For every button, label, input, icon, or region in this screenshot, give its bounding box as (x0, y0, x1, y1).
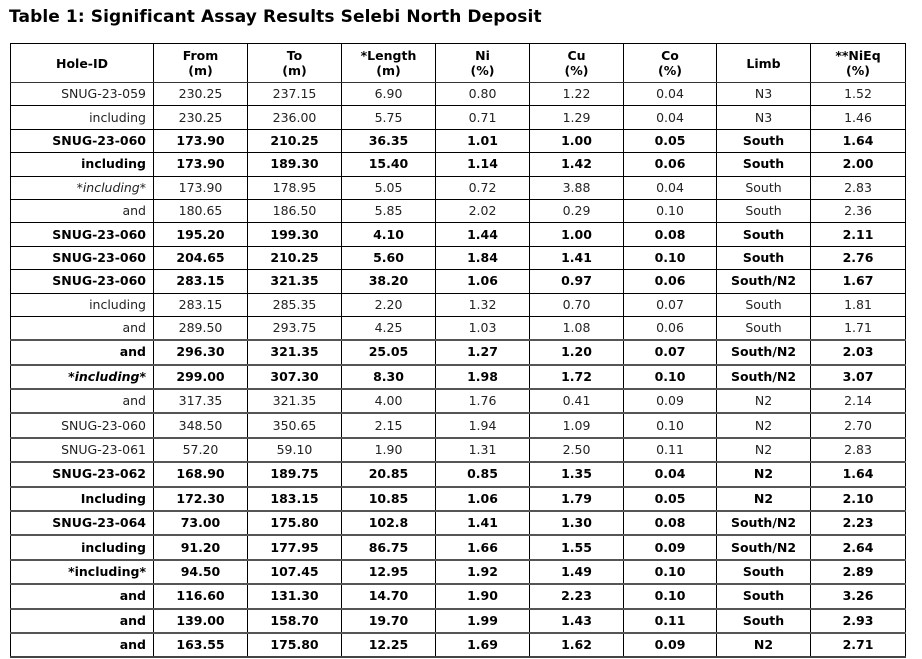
cell-hole-id: including (11, 106, 154, 129)
cell-co: 0.06 (624, 153, 717, 176)
cell-cu: 1.22 (530, 83, 624, 106)
cell-ni: 1.66 (436, 535, 530, 559)
cell-to: 189.75 (248, 462, 342, 486)
cell-ni: 1.32 (436, 293, 530, 316)
header-cu (530, 44, 624, 83)
cell-length: 20.85 (342, 462, 436, 486)
cell-co: 0.07 (624, 293, 717, 316)
cell-limb: South/N2 (717, 535, 811, 559)
cell-cu: 1.00 (530, 223, 624, 246)
table-row (11, 365, 906, 389)
cell-co: 0.10 (624, 199, 717, 222)
cell-nieq: 1.64 (811, 129, 906, 152)
cell-ni: 1.14 (436, 153, 530, 176)
cell-from: 296.30 (154, 340, 248, 364)
cell-cu: 1.72 (530, 365, 624, 389)
table-row (11, 176, 906, 199)
table-body (11, 83, 906, 658)
table-row (11, 246, 906, 269)
cell-limb: South/N2 (717, 365, 811, 389)
cell-length: 5.85 (342, 199, 436, 222)
header-row (11, 44, 906, 83)
cell-length: 4.25 (342, 316, 436, 340)
cell-hole-id: *including* (11, 365, 154, 389)
table-header (11, 44, 906, 83)
cell-nieq: 1.64 (811, 462, 906, 486)
cell-from: 230.25 (154, 106, 248, 129)
cell-ni: 1.06 (436, 487, 530, 511)
cell-limb: N2 (717, 389, 811, 413)
cell-length: 5.60 (342, 246, 436, 269)
cell-nieq: 2.03 (811, 340, 906, 364)
cell-limb: South (717, 584, 811, 608)
cell-ni: 0.85 (436, 462, 530, 486)
cell-limb: South (717, 560, 811, 584)
cell-limb: South (717, 199, 811, 222)
cell-limb: South/N2 (717, 340, 811, 364)
cell-nieq: 2.00 (811, 153, 906, 176)
cell-nieq: 2.23 (811, 511, 906, 535)
table-row (11, 438, 906, 462)
header-label: Hole-ID (55, 55, 109, 71)
cell-nieq: 2.71 (811, 633, 906, 657)
cell-ni: 1.99 (436, 609, 530, 633)
cell-from: 116.60 (154, 584, 248, 608)
cell-ni: 2.02 (436, 199, 530, 222)
cell-cu: 1.43 (530, 609, 624, 633)
header-label: From (182, 48, 219, 63)
table-row (11, 293, 906, 316)
cell-cu: 1.35 (530, 462, 624, 486)
cell-length: 15.40 (342, 153, 436, 176)
cell-ni: 0.80 (436, 83, 530, 106)
cell-to: 178.95 (248, 176, 342, 199)
cell-hole-id: including (11, 153, 154, 176)
cell-co: 0.04 (624, 462, 717, 486)
assay-results-table (10, 43, 906, 658)
cell-nieq: 2.64 (811, 535, 906, 559)
cell-ni: 1.92 (436, 560, 530, 584)
cell-ni: 1.27 (436, 340, 530, 364)
cell-hole-id: SNUG-23-061 (11, 438, 154, 462)
header-length (342, 44, 436, 83)
cell-from: 180.65 (154, 199, 248, 222)
cell-hole-id: SNUG-23-060 (11, 270, 154, 293)
cell-co: 0.10 (624, 365, 717, 389)
cell-ni: 1.31 (436, 438, 530, 462)
cell-from: 57.20 (154, 438, 248, 462)
cell-limb: South (717, 316, 811, 340)
header-label: Cu (567, 48, 586, 63)
cell-hole-id: and (11, 633, 154, 657)
cell-limb: South (717, 153, 811, 176)
table-row (11, 511, 906, 535)
cell-ni: 1.44 (436, 223, 530, 246)
table-row (11, 270, 906, 293)
cell-from: 172.30 (154, 487, 248, 511)
cell-limb: N2 (717, 438, 811, 462)
cell-ni: 1.01 (436, 129, 530, 152)
cell-nieq: 2.10 (811, 487, 906, 511)
cell-nieq: 1.71 (811, 316, 906, 340)
table-row (11, 609, 906, 633)
cell-co: 0.07 (624, 340, 717, 364)
cell-cu: 1.62 (530, 633, 624, 657)
cell-to: 237.15 (248, 83, 342, 106)
cell-to: 199.30 (248, 223, 342, 246)
cell-nieq: 2.83 (811, 176, 906, 199)
cell-co: 0.09 (624, 535, 717, 559)
cell-nieq: 1.46 (811, 106, 906, 129)
cell-co: 0.05 (624, 129, 717, 152)
cell-hole-id: SNUG-23-062 (11, 462, 154, 486)
cell-from: 348.50 (154, 413, 248, 437)
cell-to: 321.35 (248, 270, 342, 293)
cell-nieq: 1.81 (811, 293, 906, 316)
cell-co: 0.11 (624, 609, 717, 633)
table-title: Table 1: Significant Assay Results Selebi North Deposit (9, 7, 542, 27)
header-label: To (286, 48, 303, 63)
cell-nieq: 2.14 (811, 389, 906, 413)
cell-limb: South/N2 (717, 511, 811, 535)
header-ni (436, 44, 530, 83)
table-row (11, 83, 906, 106)
table-row (11, 584, 906, 608)
cell-cu: 1.30 (530, 511, 624, 535)
cell-ni: 1.69 (436, 633, 530, 657)
table-row (11, 106, 906, 129)
cell-from: 163.55 (154, 633, 248, 657)
cell-to: 107.45 (248, 560, 342, 584)
header-label: **NiEq (835, 48, 881, 63)
cell-hole-id: and (11, 389, 154, 413)
cell-to: 321.35 (248, 389, 342, 413)
cell-length: 36.35 (342, 129, 436, 152)
cell-to: 59.10 (248, 438, 342, 462)
cell-from: 289.50 (154, 316, 248, 340)
cell-to: 236.00 (248, 106, 342, 129)
cell-to: 131.30 (248, 584, 342, 608)
cell-nieq: 2.70 (811, 413, 906, 437)
header-hole-id (11, 44, 154, 83)
cell-from: 168.90 (154, 462, 248, 486)
cell-cu: 1.20 (530, 340, 624, 364)
cell-ni: 0.72 (436, 176, 530, 199)
cell-limb: South (717, 246, 811, 269)
table-row (11, 223, 906, 246)
cell-hole-id: and (11, 316, 154, 340)
table-row (11, 535, 906, 559)
header-label: Ni (475, 48, 490, 63)
cell-length: 4.00 (342, 389, 436, 413)
cell-hole-id: and (11, 609, 154, 633)
cell-hole-id: SNUG-23-064 (11, 511, 154, 535)
cell-co: 0.10 (624, 246, 717, 269)
cell-length: 2.20 (342, 293, 436, 316)
cell-length: 5.05 (342, 176, 436, 199)
cell-cu: 1.00 (530, 129, 624, 152)
cell-length: 4.10 (342, 223, 436, 246)
cell-hole-id: including (11, 535, 154, 559)
cell-hole-id: SNUG-23-059 (11, 83, 154, 106)
cell-hole-id: SNUG-23-060 (11, 413, 154, 437)
cell-limb: N2 (717, 462, 811, 486)
cell-co: 0.10 (624, 584, 717, 608)
cell-hole-id: SNUG-23-060 (11, 129, 154, 152)
cell-cu: 2.23 (530, 584, 624, 608)
cell-ni: 1.84 (436, 246, 530, 269)
cell-from: 173.90 (154, 176, 248, 199)
cell-from: 230.25 (154, 83, 248, 106)
cell-ni: 1.06 (436, 270, 530, 293)
cell-cu: 1.29 (530, 106, 624, 129)
cell-to: 285.35 (248, 293, 342, 316)
cell-limb: South/N2 (717, 270, 811, 293)
cell-length: 6.90 (342, 83, 436, 106)
cell-from: 283.15 (154, 293, 248, 316)
cell-cu: 1.42 (530, 153, 624, 176)
cell-cu: 2.50 (530, 438, 624, 462)
cell-from: 283.15 (154, 270, 248, 293)
cell-limb: South (717, 176, 811, 199)
cell-nieq: 2.89 (811, 560, 906, 584)
cell-co: 0.05 (624, 487, 717, 511)
cell-to: 186.50 (248, 199, 342, 222)
cell-ni: 1.94 (436, 413, 530, 437)
cell-to: 158.70 (248, 609, 342, 633)
cell-co: 0.10 (624, 560, 717, 584)
cell-co: 0.04 (624, 176, 717, 199)
cell-co: 0.11 (624, 438, 717, 462)
cell-limb: N2 (717, 633, 811, 657)
cell-length: 12.95 (342, 560, 436, 584)
header-unit: (%) (470, 63, 495, 78)
cell-hole-id: SNUG-23-060 (11, 246, 154, 269)
header-co (624, 44, 717, 83)
cell-ni: 1.41 (436, 511, 530, 535)
cell-cu: 0.41 (530, 389, 624, 413)
cell-cu: 1.08 (530, 316, 624, 340)
header-label: Co (661, 48, 679, 63)
cell-cu: 3.88 (530, 176, 624, 199)
cell-from: 94.50 (154, 560, 248, 584)
cell-nieq: 3.07 (811, 365, 906, 389)
cell-from: 139.00 (154, 609, 248, 633)
cell-cu: 0.29 (530, 199, 624, 222)
cell-from: 173.90 (154, 153, 248, 176)
cell-from: 204.65 (154, 246, 248, 269)
cell-nieq: 2.76 (811, 246, 906, 269)
cell-length: 2.15 (342, 413, 436, 437)
cell-from: 91.20 (154, 535, 248, 559)
cell-co: 0.08 (624, 511, 717, 535)
cell-nieq: 1.67 (811, 270, 906, 293)
cell-from: 317.35 (154, 389, 248, 413)
cell-hole-id: *including* (11, 176, 154, 199)
cell-length: 25.05 (342, 340, 436, 364)
cell-to: 183.15 (248, 487, 342, 511)
cell-limb: N2 (717, 487, 811, 511)
cell-cu: 1.79 (530, 487, 624, 511)
cell-length: 19.70 (342, 609, 436, 633)
cell-length: 8.30 (342, 365, 436, 389)
table-row (11, 462, 906, 486)
cell-co: 0.09 (624, 633, 717, 657)
header-unit: (%) (846, 63, 870, 78)
cell-cu: 1.09 (530, 413, 624, 437)
table-row (11, 316, 906, 340)
cell-ni: 1.98 (436, 365, 530, 389)
cell-length: 5.75 (342, 106, 436, 129)
cell-ni: 1.76 (436, 389, 530, 413)
cell-to: 189.30 (248, 153, 342, 176)
cell-nieq: 2.93 (811, 609, 906, 633)
cell-ni: 1.03 (436, 316, 530, 340)
cell-from: 195.20 (154, 223, 248, 246)
cell-cu: 0.97 (530, 270, 624, 293)
table-row (11, 153, 906, 176)
cell-limb: N3 (717, 83, 811, 106)
cell-cu: 1.49 (530, 560, 624, 584)
cell-ni: 0.71 (436, 106, 530, 129)
cell-co: 0.10 (624, 413, 717, 437)
cell-length: 38.20 (342, 270, 436, 293)
header-from (154, 44, 248, 83)
cell-cu: 1.41 (530, 246, 624, 269)
cell-nieq: 1.52 (811, 83, 906, 106)
table-row (11, 560, 906, 584)
table-row (11, 340, 906, 364)
cell-limb: N3 (717, 106, 811, 129)
cell-limb: South (717, 129, 811, 152)
cell-from: 173.90 (154, 129, 248, 152)
cell-length: 14.70 (342, 584, 436, 608)
cell-limb: South (717, 609, 811, 633)
header-unit: (%) (658, 63, 682, 78)
cell-ni: 1.90 (436, 584, 530, 608)
table-row (11, 633, 906, 657)
cell-length: 1.90 (342, 438, 436, 462)
cell-hole-id: and (11, 584, 154, 608)
cell-co: 0.06 (624, 270, 717, 293)
cell-from: 299.00 (154, 365, 248, 389)
cell-cu: 0.70 (530, 293, 624, 316)
cell-to: 350.65 (248, 413, 342, 437)
cell-length: 86.75 (342, 535, 436, 559)
cell-limb: N2 (717, 413, 811, 437)
cell-co: 0.09 (624, 389, 717, 413)
header-label: *Length (360, 48, 417, 63)
cell-hole-id: *including* (11, 560, 154, 584)
cell-nieq: 2.11 (811, 223, 906, 246)
cell-to: 210.25 (248, 246, 342, 269)
cell-hole-id: and (11, 340, 154, 364)
cell-cu: 1.55 (530, 535, 624, 559)
header-unit: (%) (564, 63, 589, 78)
header-unit: (m) (376, 63, 401, 78)
cell-from: 73.00 (154, 511, 248, 535)
header-to (248, 44, 342, 83)
cell-co: 0.04 (624, 83, 717, 106)
header-label: Limb (746, 55, 781, 71)
cell-nieq: 2.36 (811, 199, 906, 222)
table-row (11, 487, 906, 511)
cell-hole-id: SNUG-23-060 (11, 223, 154, 246)
table-row (11, 413, 906, 437)
header-unit: (m) (282, 63, 307, 78)
cell-limb: South (717, 293, 811, 316)
table-row (11, 389, 906, 413)
cell-limb: South (717, 223, 811, 246)
cell-length: 102.8 (342, 511, 436, 535)
header-limb (717, 44, 811, 83)
header-nieq (811, 44, 906, 83)
cell-to: 293.75 (248, 316, 342, 340)
table-row (11, 199, 906, 222)
cell-length: 12.25 (342, 633, 436, 657)
cell-co: 0.06 (624, 316, 717, 340)
cell-to: 321.35 (248, 340, 342, 364)
cell-hole-id: Including (11, 487, 154, 511)
cell-co: 0.08 (624, 223, 717, 246)
cell-nieq: 2.83 (811, 438, 906, 462)
cell-hole-id: including (11, 293, 154, 316)
cell-to: 307.30 (248, 365, 342, 389)
cell-to: 175.80 (248, 511, 342, 535)
cell-length: 10.85 (342, 487, 436, 511)
cell-to: 175.80 (248, 633, 342, 657)
header-unit: (m) (188, 63, 213, 78)
cell-co: 0.04 (624, 106, 717, 129)
cell-to: 210.25 (248, 129, 342, 152)
cell-to: 177.95 (248, 535, 342, 559)
cell-nieq: 3.26 (811, 584, 906, 608)
cell-hole-id: and (11, 199, 154, 222)
table-row (11, 129, 906, 152)
